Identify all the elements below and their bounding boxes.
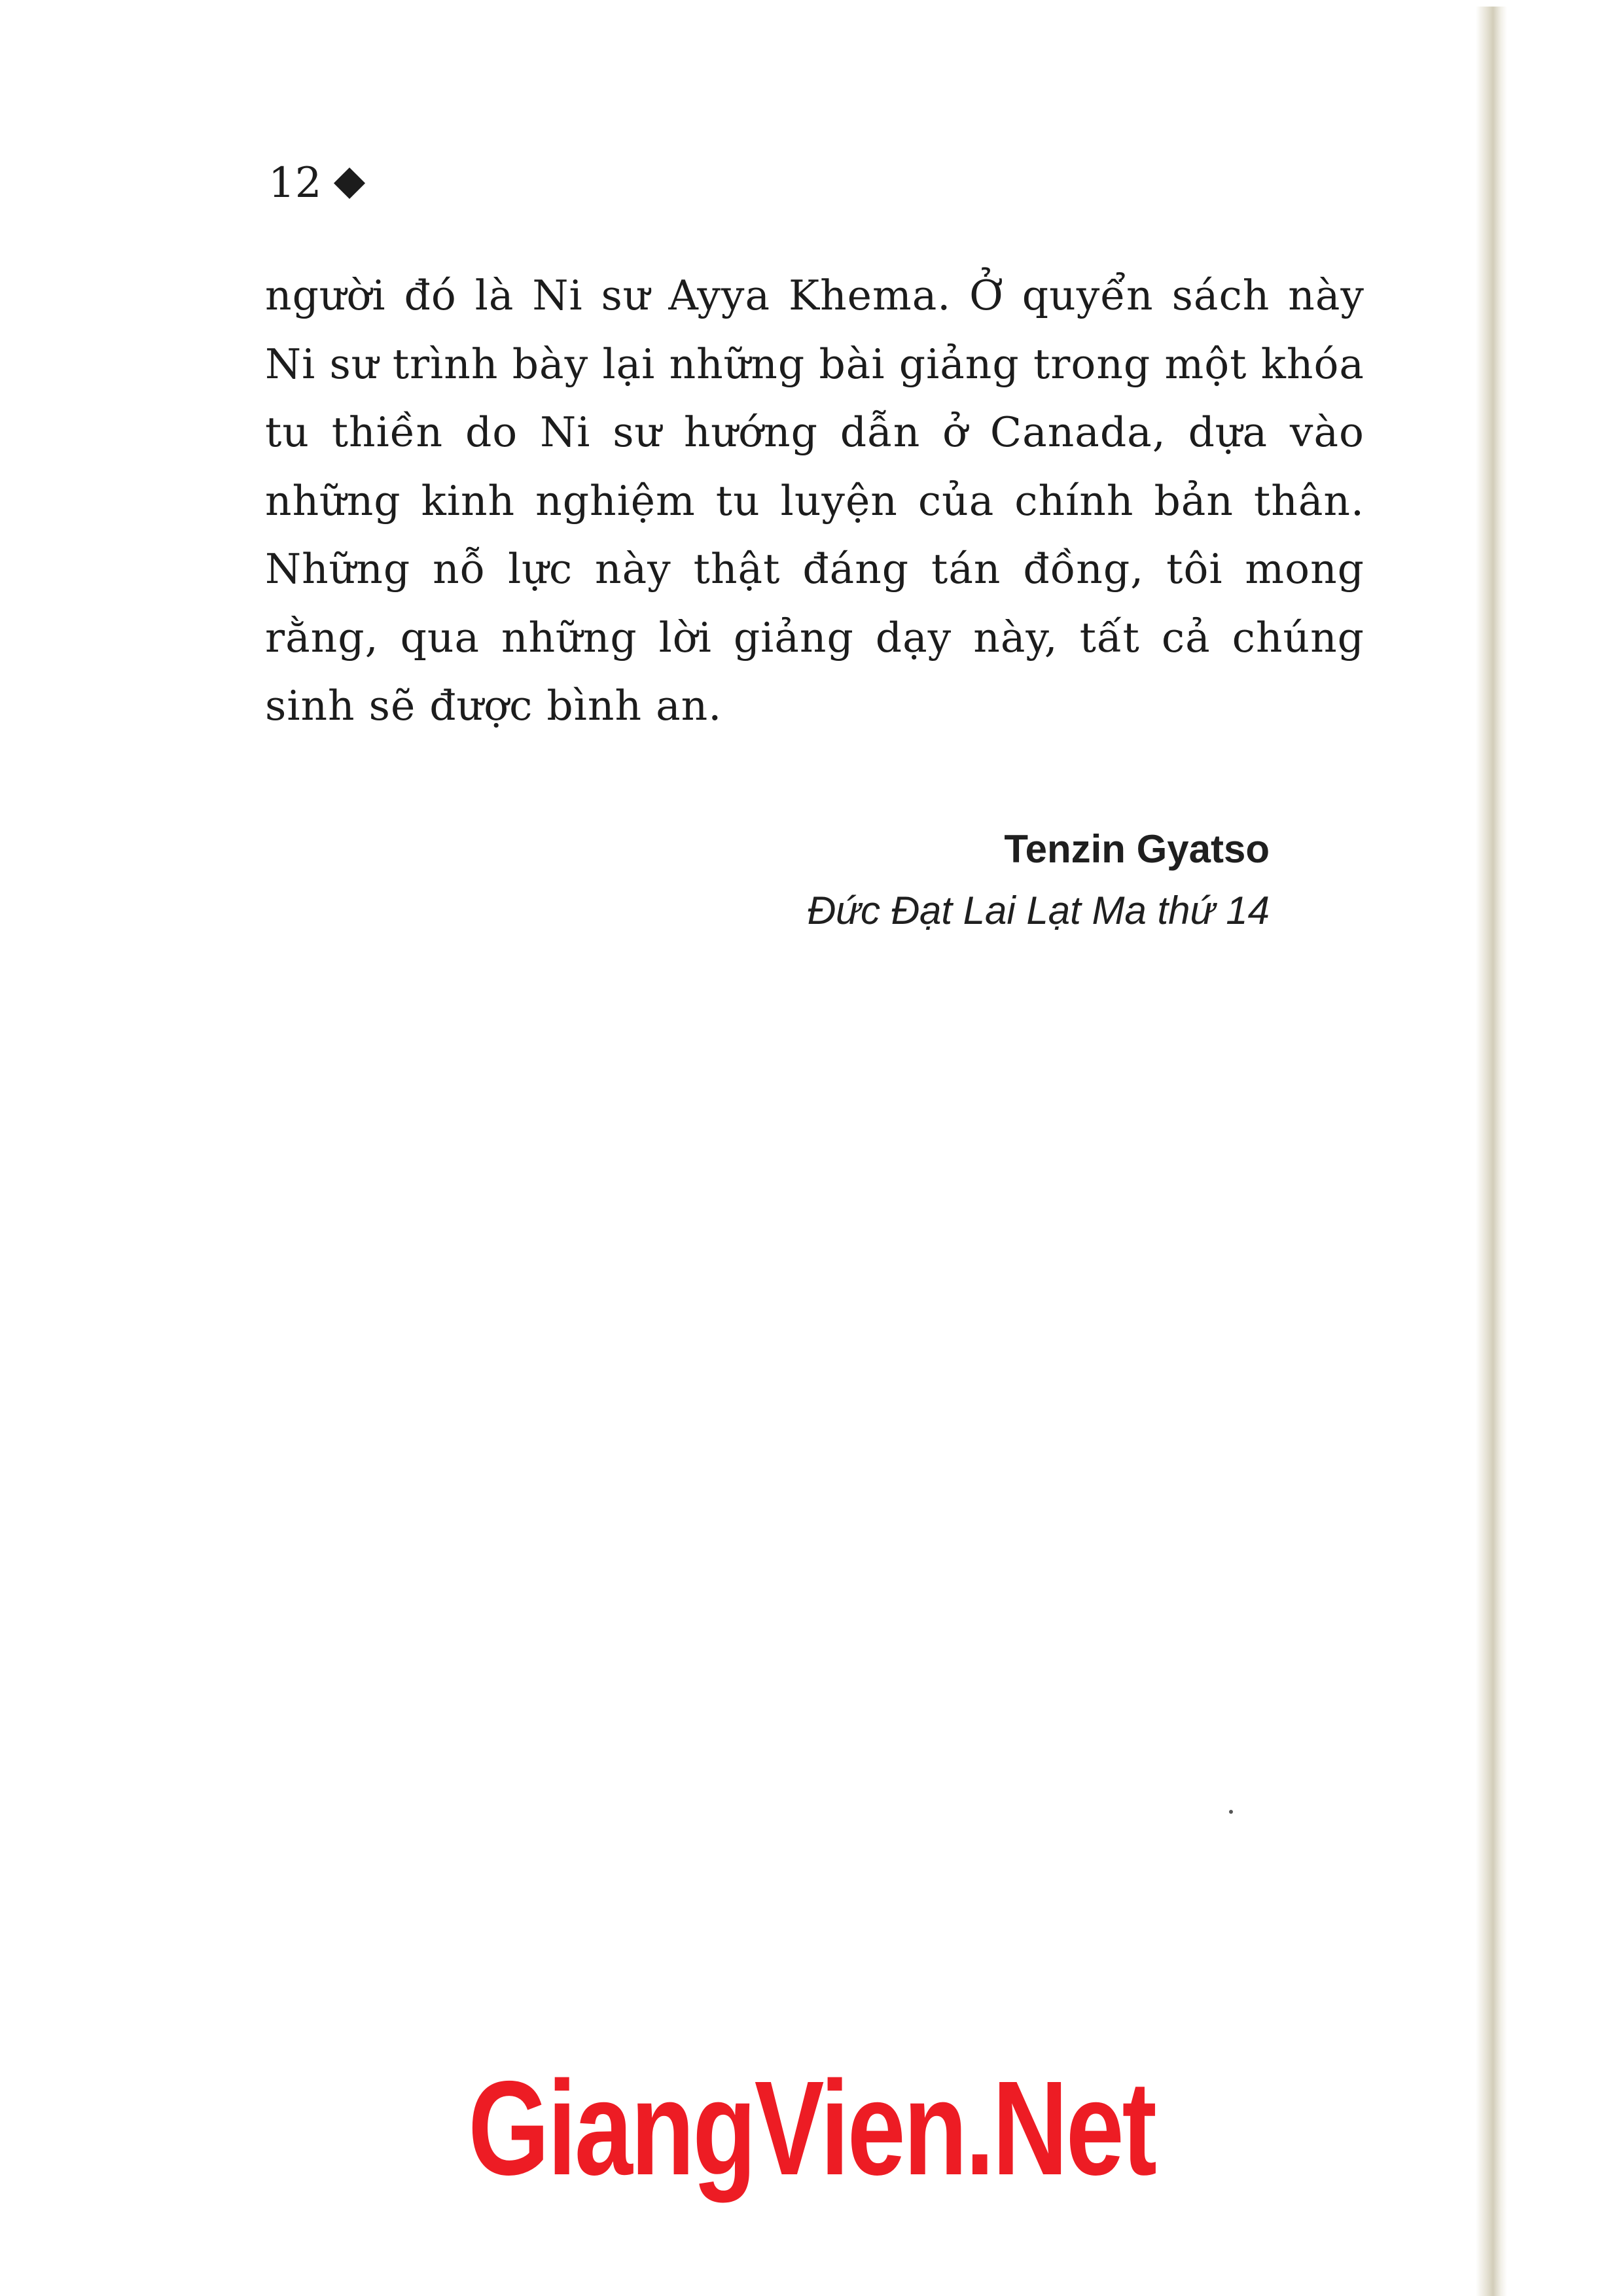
author-name: Tenzin Gyatso (1004, 827, 1270, 871)
diamond-icon (334, 168, 365, 199)
text-line: tu thiền do Ni sư hướng dẫn ở Canada, dựa vào (265, 408, 1364, 456)
text-line: người đó là Ni sư Ayya Khema. Ở quyển sách này (265, 272, 1364, 319)
book-spine-shadow (1476, 7, 1507, 2296)
body-paragraph (265, 262, 1364, 741)
text-line: Ni sư trình bày lại những bài giảng trong một khóa (265, 340, 1364, 388)
text-line: những kinh nghiệm tu luyện của chính bản thân. (265, 476, 1364, 525)
text-line: sinh sẽ được bình an. (265, 682, 722, 730)
author-title: Đức Đạt Lai Lạt Ma thứ 14 (807, 889, 1270, 932)
text-line: Những nỗ lực này thật đáng tán đồng, tôi mong (265, 545, 1364, 593)
watermark-text: GiangVien.Net (468, 2053, 1155, 2203)
text-line: rằng, qua những lời giảng dạy này, tất cả chúng (265, 613, 1364, 662)
signature-block (808, 826, 1270, 934)
scan-speck (1229, 1810, 1233, 1814)
page-number: 12 (268, 159, 322, 207)
page-header (268, 159, 361, 207)
